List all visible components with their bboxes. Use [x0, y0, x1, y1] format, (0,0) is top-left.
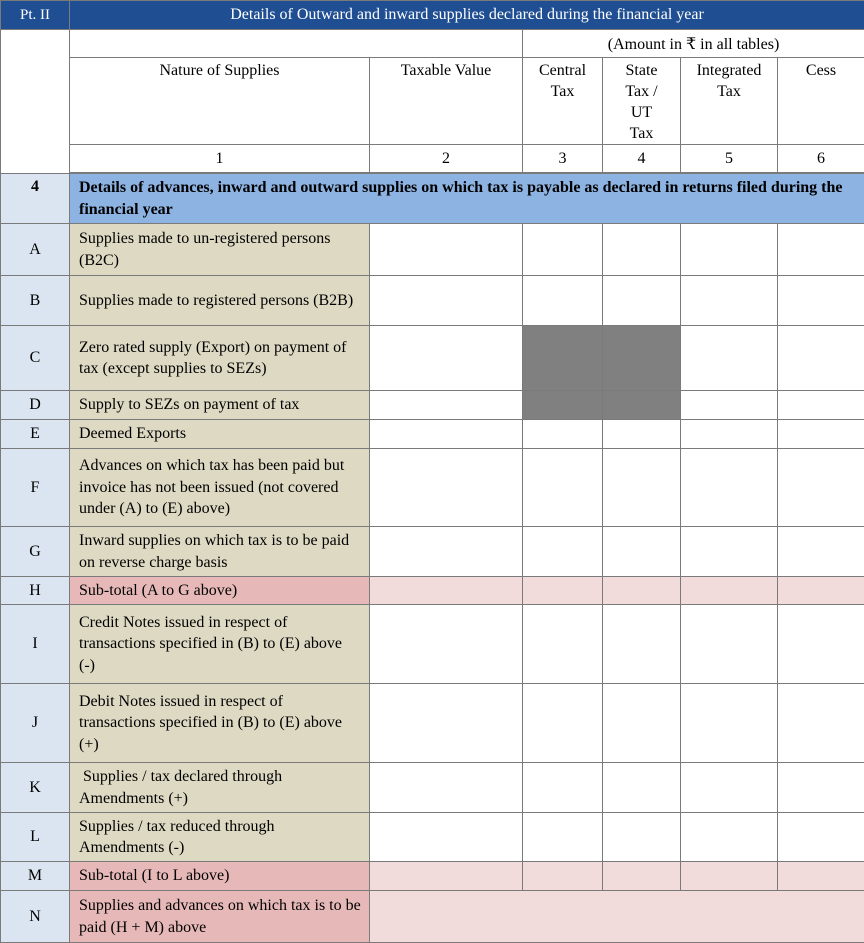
row-description: Deemed Exports: [70, 420, 370, 449]
cess-cell[interactable]: [778, 813, 864, 862]
state-tax-cell[interactable]: [603, 813, 681, 862]
central-tax-not-applicable: [523, 391, 603, 420]
row-letter: I: [1, 605, 70, 684]
column-number: 4: [603, 145, 681, 173]
row-letter: M: [1, 862, 70, 891]
part-label: Pt. II: [1, 1, 70, 30]
row-description: Supplies and advances on which tax is to be paid (H + M) above: [70, 891, 370, 943]
row-letter: J: [1, 684, 70, 763]
row-description: Zero rated supply (Export) on payment of tax (except supplies to SEZs): [70, 326, 370, 391]
table-row: [1, 527, 864, 577]
row-description: Credit Notes issued in respect of transactions specified in (B) to (E) above (-): [70, 605, 370, 684]
table-row: [1, 420, 864, 449]
integrated-tax-cell[interactable]: [681, 326, 778, 391]
column-heading-taxable-value: Taxable Value: [370, 58, 523, 145]
cess-cell[interactable]: [778, 420, 864, 449]
cess-cell[interactable]: [778, 391, 864, 420]
cess-cell[interactable]: [778, 224, 864, 276]
column-heading-central-tax: Central Tax: [523, 58, 603, 145]
table-row: [1, 763, 864, 813]
state-tax-not-applicable: [603, 391, 681, 420]
row-letter: G: [1, 527, 70, 577]
state-tax-cell[interactable]: [603, 763, 681, 813]
subtotal-integrated-tax: [681, 577, 778, 605]
row-description: Sub-total (A to G above): [70, 577, 370, 605]
row-letter: L: [1, 813, 70, 862]
taxable-value-cell[interactable]: [370, 326, 523, 391]
state-tax-cell[interactable]: [603, 527, 681, 577]
row-letter: H: [1, 577, 70, 605]
cess-cell[interactable]: [778, 763, 864, 813]
total-merged-cell: [370, 891, 864, 943]
column-heading-integrated-tax: Integrated Tax: [681, 58, 778, 145]
row-letter: B: [1, 276, 70, 326]
subtotal-state-tax: [603, 577, 681, 605]
row-description: Debit Notes issued in respect of transactions specified in (B) to (E) above (+): [70, 684, 370, 763]
state-tax-cell[interactable]: [603, 420, 681, 449]
row-description: Advances on which tax has been paid but invoice has not been issued (not covered under (A) to (E) above): [70, 449, 370, 527]
central-tax-cell[interactable]: [523, 813, 603, 862]
column-heading-nature: Nature of Supplies: [70, 58, 370, 145]
table-row: [1, 276, 864, 326]
subtotal-integrated-tax: [681, 862, 778, 891]
subtotal-central-tax: [523, 577, 603, 605]
row-description: Supplies made to un-registered persons (B2C): [70, 224, 370, 276]
central-tax-cell[interactable]: [523, 605, 603, 684]
table-row: [1, 449, 864, 527]
column-heading-state-tax: State Tax / UT Tax: [603, 58, 681, 145]
taxable-value-cell[interactable]: [370, 605, 523, 684]
state-tax-cell[interactable]: [603, 276, 681, 326]
row-description: Inward supplies on which tax is to be paid on reverse charge basis: [70, 527, 370, 577]
table-row: [1, 326, 864, 391]
column-number: 3: [523, 145, 603, 173]
row-description: Supplies made to registered persons (B2B): [70, 276, 370, 326]
central-tax-cell[interactable]: [523, 276, 603, 326]
subtotal-row: [1, 577, 864, 605]
integrated-tax-cell[interactable]: [681, 449, 778, 527]
row-description: Supply to SEZs on payment of tax: [70, 391, 370, 420]
central-tax-cell[interactable]: [523, 449, 603, 527]
row-letter: F: [1, 449, 70, 527]
row-letter: D: [1, 391, 70, 420]
central-tax-cell[interactable]: [523, 527, 603, 577]
integrated-tax-cell[interactable]: [681, 420, 778, 449]
cess-cell[interactable]: [778, 449, 864, 527]
section-number: 4: [1, 174, 70, 224]
taxable-value-cell[interactable]: [370, 224, 523, 276]
row-description: Sub-total (I to L above): [70, 862, 370, 891]
integrated-tax-cell[interactable]: [681, 813, 778, 862]
row-letter: E: [1, 420, 70, 449]
cess-cell[interactable]: [778, 326, 864, 391]
subtotal-central-tax: [523, 862, 603, 891]
header-spacer: [70, 30, 523, 58]
integrated-tax-cell[interactable]: [681, 527, 778, 577]
table-row: [1, 684, 864, 763]
table-row: [1, 391, 864, 420]
taxable-value-cell[interactable]: [370, 449, 523, 527]
subtotal-taxable-value: [370, 577, 523, 605]
taxable-value-cell[interactable]: [370, 420, 523, 449]
state-tax-cell[interactable]: [603, 684, 681, 763]
taxable-value-cell[interactable]: [370, 763, 523, 813]
row-letter: N: [1, 891, 70, 943]
column-number: 6: [778, 145, 864, 173]
subtotal-row: [1, 862, 864, 891]
taxable-value-cell[interactable]: [370, 391, 523, 420]
cess-cell[interactable]: [778, 527, 864, 577]
central-tax-cell[interactable]: [523, 420, 603, 449]
row-letter: C: [1, 326, 70, 391]
amount-note: (Amount in ₹ in all tables): [523, 30, 864, 58]
row-description: Supplies / tax reduced through Amendments (-): [70, 813, 370, 862]
taxable-value-cell[interactable]: [370, 813, 523, 862]
row-letter: K: [1, 763, 70, 813]
integrated-tax-cell[interactable]: [681, 763, 778, 813]
section-title: Details of advances, inward and outward supplies on which tax is payable as declared in returns filed during the financial year: [70, 174, 864, 224]
cess-cell[interactable]: [778, 605, 864, 684]
table-row: [1, 224, 864, 276]
subtotal-state-tax: [603, 862, 681, 891]
cess-cell[interactable]: [778, 276, 864, 326]
cess-cell[interactable]: [778, 684, 864, 763]
table-row: [1, 813, 864, 862]
central-tax-cell[interactable]: [523, 684, 603, 763]
integrated-tax-cell[interactable]: [681, 224, 778, 276]
header-corner: [1, 30, 70, 174]
taxable-value-cell[interactable]: [370, 527, 523, 577]
column-heading-cess: Cess: [778, 58, 864, 145]
table-row: [1, 605, 864, 684]
central-tax-cell[interactable]: [523, 224, 603, 276]
total-row: [1, 891, 864, 943]
table-title: Details of Outward and inward supplies declared during the financial year: [70, 1, 864, 30]
integrated-tax-cell[interactable]: [681, 276, 778, 326]
subtotal-cess: [778, 862, 864, 891]
row-letter: A: [1, 224, 70, 276]
state-tax-not-applicable: [603, 326, 681, 391]
taxable-value-cell[interactable]: [370, 684, 523, 763]
central-tax-cell[interactable]: [523, 763, 603, 813]
state-tax-cell[interactable]: [603, 605, 681, 684]
central-tax-not-applicable: [523, 326, 603, 391]
column-number: 2: [370, 145, 523, 173]
row-description: Supplies / tax declared through Amendments (+): [70, 763, 370, 813]
column-number: 5: [681, 145, 778, 173]
integrated-tax-cell[interactable]: [681, 391, 778, 420]
integrated-tax-cell[interactable]: [681, 684, 778, 763]
state-tax-cell[interactable]: [603, 224, 681, 276]
subtotal-taxable-value: [370, 862, 523, 891]
integrated-tax-cell[interactable]: [681, 605, 778, 684]
subtotal-cess: [778, 577, 864, 605]
taxable-value-cell[interactable]: [370, 276, 523, 326]
column-number: 1: [70, 145, 370, 173]
state-tax-cell[interactable]: [603, 449, 681, 527]
